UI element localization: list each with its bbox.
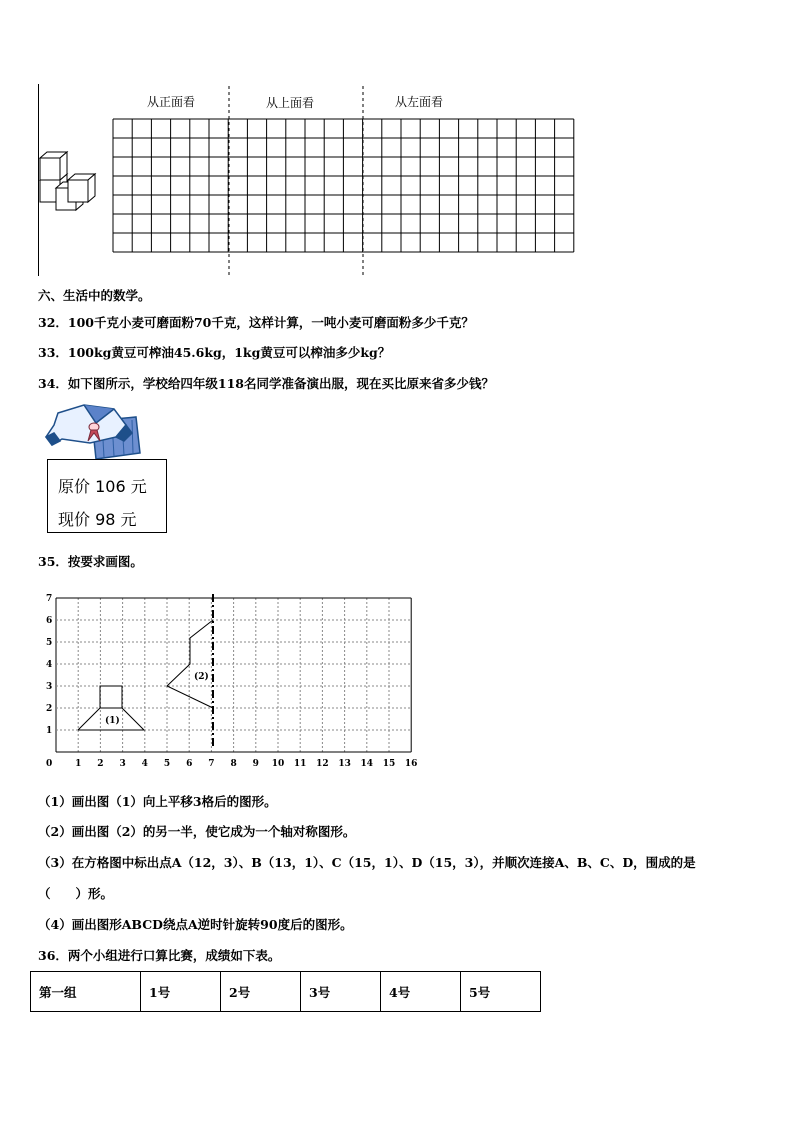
x-tick-label: 13 xyxy=(338,759,351,769)
x-tick-label: 15 xyxy=(382,759,396,769)
question-33: 33．100kg黄豆可榨油45.6kg，1kg黄豆可以榨油多少kg？ xyxy=(38,345,391,360)
question-35-part-2: （2）画出图（2）的另一半，使它成为一个轴对称图形。 xyxy=(38,824,356,839)
question-35-part-1: （1）画出图（1）向上平移3格后的图形。 xyxy=(38,794,277,809)
x-tick-label: 6 xyxy=(186,759,193,769)
left-view-label: 从左面看 xyxy=(395,95,444,109)
x-tick-label: 8 xyxy=(230,759,237,769)
question-35-part-4: （4）画出图形ABCD绕点A逆时针旋转90度后的图形。 xyxy=(38,917,353,932)
top-view-label: 从上面看 xyxy=(266,96,315,110)
table-cell: 3号 xyxy=(301,972,381,1012)
x-tick-label: 12 xyxy=(316,759,329,769)
table-row xyxy=(31,972,541,1012)
table-cell: 第一组 xyxy=(31,972,141,1012)
x-tick-label: 11 xyxy=(293,759,307,769)
price-box xyxy=(47,459,167,533)
current-price: 现价 98 元 xyxy=(58,510,137,529)
shape-1-label: (1) xyxy=(105,716,120,726)
x-tick-label: 14 xyxy=(360,759,374,769)
question-32: 32．100千克小麦可磨面粉70千克，这样计算，一吨小麦可磨面粉多少千克？ xyxy=(38,315,474,330)
y-tick-label: 1 xyxy=(46,726,53,736)
original-price: 原价 106 元 xyxy=(58,477,147,496)
x-tick-label: 1 xyxy=(75,759,82,769)
question-35-part-3-blank: （ ）形。 xyxy=(38,886,114,901)
question-34: 34．如下图所示，学校给四年级118名同学准备演出服，现在买比原来省多少钱？ xyxy=(38,376,494,391)
y-tick-label: 3 xyxy=(46,682,53,692)
x-tick-label: 0 xyxy=(46,759,53,769)
table-cell: 1号 xyxy=(141,972,221,1012)
x-tick-label: 5 xyxy=(163,759,171,769)
y-tick-label: 5 xyxy=(46,638,53,648)
uniform-clothing-illustration xyxy=(44,403,144,461)
y-tick-label: 6 xyxy=(46,616,53,626)
x-tick-label: 4 xyxy=(141,759,148,769)
table-cell: 4号 xyxy=(381,972,461,1012)
score-table xyxy=(30,971,541,1012)
table-cell: 5号 xyxy=(461,972,541,1012)
x-tick-label: 7 xyxy=(208,759,215,769)
shape-2-label: (2) xyxy=(194,672,209,682)
x-tick-label: 3 xyxy=(119,759,126,769)
section-six-title: 六、生活中的数学。 xyxy=(38,288,151,303)
question-35: 35．按要求画图。 xyxy=(38,554,143,569)
x-tick-label: 10 xyxy=(271,759,285,769)
x-tick-label: 9 xyxy=(252,759,259,769)
x-tick-label: 2 xyxy=(97,759,104,769)
question-36: 36．两个小组进行口算比赛，成绩如下表。 xyxy=(38,948,281,963)
y-tick-label: 4 xyxy=(46,660,53,670)
table-cell: 2号 xyxy=(221,972,301,1012)
front-view-label: 从正面看 xyxy=(147,95,196,109)
y-tick-label: 2 xyxy=(46,704,53,714)
cube-stack-figure xyxy=(38,148,98,216)
y-tick-label: 7 xyxy=(46,594,53,604)
three-view-grid xyxy=(110,82,580,278)
coordinate-grid xyxy=(40,588,430,770)
x-tick-label: 16 xyxy=(404,759,418,769)
question-35-part-3: （3）在方格图中标出点A（12，3）、B（13，1）、C（15，1）、D（15，3），并顺次连接A、B、C、D，围成的是 xyxy=(38,855,696,870)
